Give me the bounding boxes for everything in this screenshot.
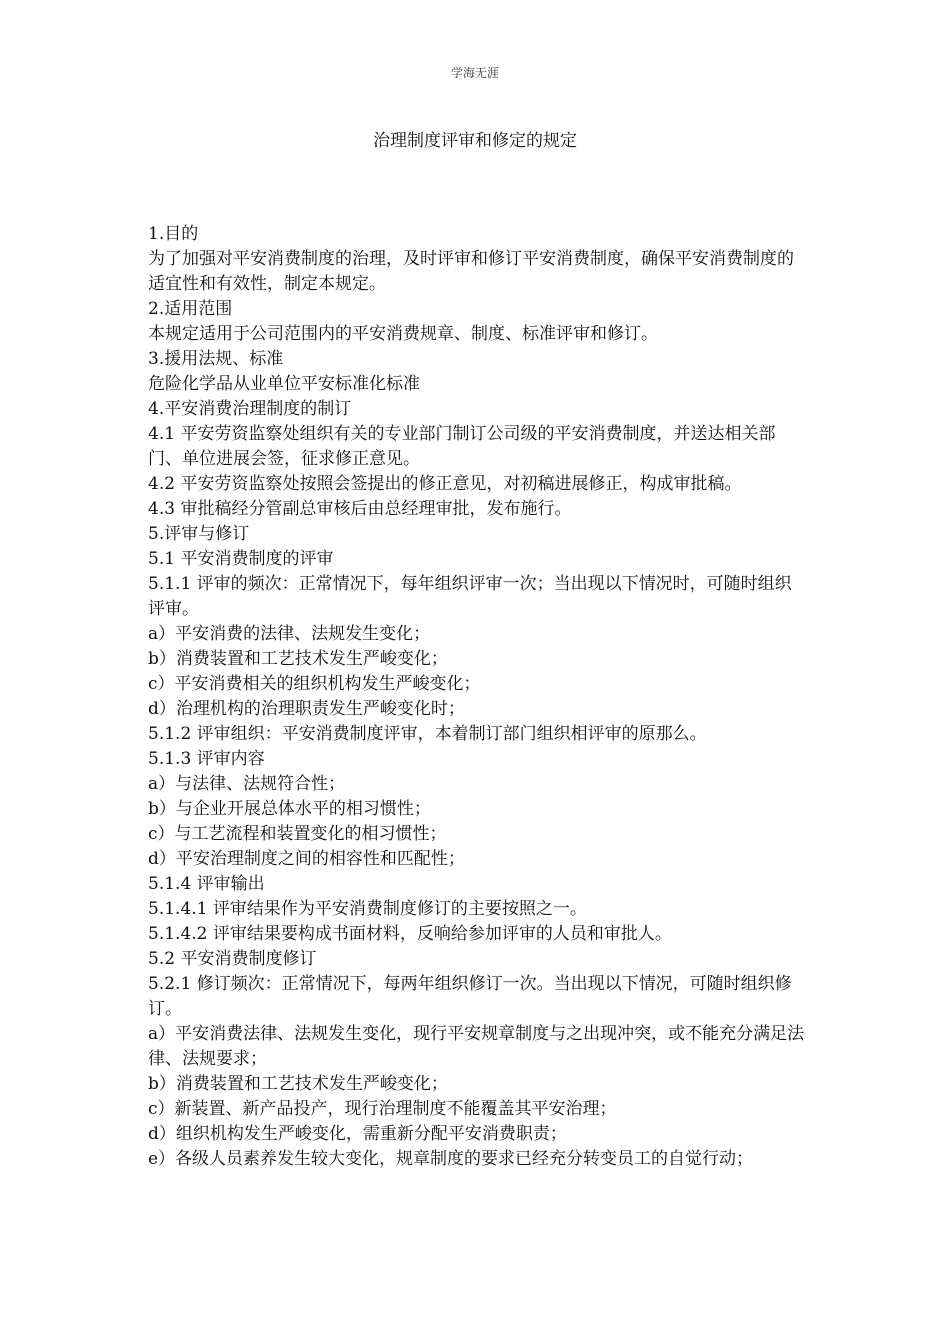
page-header: 学海无涯 [450, 66, 499, 80]
paragraph: 5.1.3 评审内容 [148, 749, 265, 769]
paragraph: 4.平安消费治理制度的制订 [148, 399, 352, 419]
paragraph: 3.援用法规、标准 [148, 349, 284, 369]
paragraph: b）消费装置和工艺技术发生严峻变化； [148, 649, 448, 669]
paragraph: 5.1.4 评审输出 [148, 874, 265, 894]
paragraph: 5.2.1 修订频次：正常情况下，每两年组织修订一次。当出现以下情况，可随时组织修订。 [148, 974, 792, 1019]
paragraph: d）治理机构的治理职责发生严峻变化时； [148, 699, 465, 719]
paragraph: 5.1 平安消费制度的评审 [148, 549, 334, 569]
paragraph: d）平安治理制度之间的相容性和匹配性； [148, 849, 465, 869]
paragraph: 4.3 审批稿经分管副总审核后由总经理审批，发布施行。 [148, 499, 572, 519]
paragraph: a）与法律、法规符合性； [148, 774, 346, 794]
paragraph: 4.2 平安劳资监察处按照会签提出的修正意见，对初稿进展修正，构成审批稿。 [148, 474, 742, 494]
paragraph: 5.1.1 评审的频次：正常情况下，每年组织评审一次；当出现以下情况时，可随时组织评审。 [148, 574, 792, 619]
paragraph: 5.评审与修订 [148, 524, 250, 544]
paragraph: e）各级人员素养发生较大变化，规章制度的要求已经充分转变员工的自觉行动； [148, 1149, 754, 1169]
paragraph: 1.目的 [148, 224, 199, 244]
paragraph: 4.1 平安劳资监察处组织有关的专业部门制订公司级的平安消费制度，并送达相关部门、单位进展会签，征求修正意见。 [148, 424, 776, 469]
paragraph: 5.1.4.2 评审结果要构成书面材料，反响给参加评审的人员和审批人。 [148, 924, 672, 944]
paragraph: 为了加强对平安消费制度的治理，及时评审和修订平安消费制度，确保平安消费制度的适宜性和有效性，制定本规定。 [148, 249, 794, 294]
paragraph: 5.2 平安消费制度修订 [148, 949, 317, 969]
paragraph: c）平安消费相关的组织机构发生严峻变化； [148, 674, 481, 694]
paragraph: c）新装置、新产品投产，现行治理制度不能覆盖其平安治理； [148, 1099, 617, 1119]
document-body [148, 222, 808, 1172]
paragraph: 本规定适用于公司范围内的平安消费规章、制度、标准评审和修订。 [148, 324, 658, 344]
paragraph: a）平安消费法律、法规发生变化，现行平安规章制度与之出现冲突，或不能充分满足法律、法规要求； [148, 1024, 805, 1069]
paragraph: 5.1.2 评审组织：平安消费制度评审，本着制订部门组织相评审的原那么。 [148, 724, 707, 744]
paragraph: b）消费装置和工艺技术发生严峻变化； [148, 1074, 448, 1094]
paragraph: 2.适用范围 [148, 299, 233, 319]
document-title: 治理制度评审和修定的规定 [373, 131, 577, 151]
paragraph: c）与工艺流程和装置变化的相习惯性； [148, 824, 447, 844]
paragraph: 危险化学品从业单位平安标准化标准 [148, 374, 420, 394]
paragraph: d）组织机构发生严峻变化，需重新分配平安消费职责； [148, 1124, 567, 1144]
paragraph: 5.1.4.1 评审结果作为平安消费制度修订的主要按照之一。 [148, 899, 587, 919]
paragraph: b）与企业开展总体水平的相习惯性； [148, 799, 431, 819]
paragraph: a）平安消费的法律、法规发生变化； [148, 624, 431, 644]
